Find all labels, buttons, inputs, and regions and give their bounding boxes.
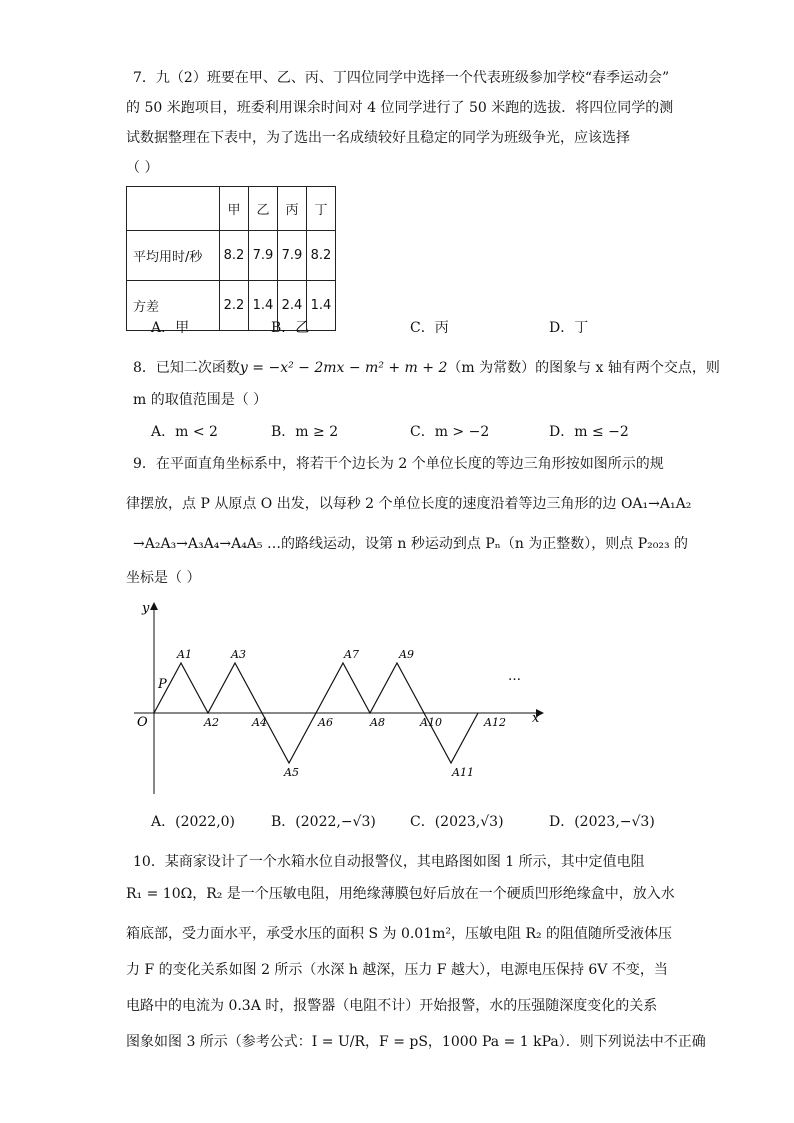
label-a12: A12 — [484, 716, 506, 729]
y-axis-arrow — [150, 602, 158, 610]
table-header-cell: 甲 — [220, 187, 249, 231]
q8-line-1 — [133, 358, 720, 378]
label-a9: A9 — [399, 648, 414, 661]
q10-line-1: 10．某商家设计了一个水箱水位自动报警仪，其电路图如图 1 所示，其中定值电阻 — [133, 854, 645, 870]
q9-line-2: 律摆放，点 P 从原点 O 出发，以每秒 2 个单位长度的速度沿着等边三角形的边 OA₁→A₁A₂ — [126, 496, 692, 512]
table-row — [127, 231, 336, 281]
q9-line-1: 9．在平面直角坐标系中，将若干个边长为 2 个单位长度的等边三角形按如图所示的规 — [133, 456, 664, 472]
q7-line-2: 的 50 米跑项目，班委利用课余时间对 4 位同学进行了 50 米跑的选拔．将四位同学的测 — [126, 100, 674, 116]
label-a11: A11 — [452, 766, 474, 779]
x-axis-label: x — [532, 711, 540, 726]
table-cell: 2.4 — [278, 281, 307, 331]
point-p-label: P — [158, 677, 167, 692]
table-header-cell: 丙 — [278, 187, 307, 231]
q8-formula: y = −x² − 2mx − m² + m + 2 — [239, 360, 448, 376]
table-cell: 7.9 — [249, 231, 278, 281]
q10-line-3: 箱底部，受力面水平，承受水压的面积 S 为 0.01m²，压敏电阻 R₂ 的阻值随所受液体压 — [126, 926, 673, 942]
q10-line-4: 力 F 的变化关系如图 2 所示（水深 h 越深，压力 F 越大），电源电压保持 6V 不变，当 — [126, 962, 668, 978]
y-axis-label: y — [142, 601, 150, 616]
table-header-cell: 乙 — [249, 187, 278, 231]
table-cell: 1.4 — [249, 281, 278, 331]
q7-option-d[interactable]: D．丁 — [549, 320, 589, 336]
q7-option-c[interactable]: C．丙 — [410, 320, 449, 336]
origin-label: O — [137, 715, 148, 730]
q9-option-a[interactable]: A．(2022,0) — [151, 814, 236, 830]
q8-option-c[interactable]: C．m > −2 — [410, 424, 490, 440]
q9-line-3: →A₂A₃→A₃A₄→A₄A₅ …的路线运动，设第 n 秒运动到点 Pₙ（n 为正整数），则点 P₂₀₂₃ 的 — [133, 536, 689, 552]
label-a7: A7 — [344, 648, 359, 661]
q8-line-2: m 的取值范围是（ ） — [133, 392, 268, 408]
table-header-cell: 丁 — [307, 187, 336, 231]
q10-line-5: 电路中的电流为 0.3A 时，报警器（电阻不计）开始报警，水的压强随深度变化的关系 — [126, 998, 658, 1014]
q8-mid: （m 为常数）的图象与 x 轴有两个交点，则 — [447, 360, 720, 376]
q8-prefix: 8．已知二次函数 — [133, 360, 240, 376]
table-header-cell — [127, 187, 220, 231]
q10-line-6: 图象如图 3 所示（参考公式：I = U/R，F = pS，1000 Pa = 1 kPa）．则下列说法中不正确 — [126, 1034, 706, 1050]
table-cell: 8.2 — [307, 231, 336, 281]
ellipsis: … — [508, 669, 521, 684]
q9-option-d[interactable]: D．(2023,−√3) — [549, 814, 655, 830]
table-cell: 7.9 — [278, 231, 307, 281]
label-a1: A1 — [177, 648, 192, 661]
table-cell: 2.2 — [220, 281, 249, 331]
label-a10: A10 — [420, 716, 442, 729]
q7-option-a[interactable]: A．甲 — [151, 320, 190, 336]
q8-option-b[interactable]: B．m ≥ 2 — [271, 424, 339, 440]
q9-option-c[interactable]: C．(2023,√3) — [410, 814, 504, 830]
table-cell: 平均用时/秒 — [127, 231, 220, 281]
q8-option-d[interactable]: D．m ≤ −2 — [549, 424, 629, 440]
label-a8: A8 — [370, 716, 385, 729]
q10-line-2: R₁ = 10Ω，R₂ 是一个压敏电阻，用绝缘薄膜包好后放在一个硬质凹形绝缘盒中，放入水 — [126, 886, 675, 902]
label-a4: A4 — [252, 716, 267, 729]
q9-line-4: 坐标是（ ） — [126, 570, 201, 586]
table-cell: 1.4 — [307, 281, 336, 331]
label-a5: A5 — [284, 766, 299, 779]
label-a6: A6 — [318, 716, 333, 729]
q7-option-b[interactable]: B．乙 — [271, 320, 310, 336]
label-a3: A3 — [231, 648, 246, 661]
table-cell: 8.2 — [220, 231, 249, 281]
label-a2: A2 — [204, 716, 219, 729]
q9-zigzag-graph — [120, 596, 560, 796]
table-cell: 方差 — [127, 281, 220, 331]
q7-line-1: 7．九（2）班要在甲、乙、丙、丁四位同学中选择一个代表班级参加学校“春季运动会” — [133, 70, 670, 86]
q7-answer-bracket: （ ） — [126, 160, 159, 176]
q7-line-3: 试数据整理在下表中，为了选出一名成绩较好且稳定的同学为班级争光，应该选择 — [126, 130, 630, 146]
q7-data-table — [126, 186, 336, 331]
q9-option-b[interactable]: B．(2022,−√3) — [271, 814, 376, 830]
q8-option-a[interactable]: A．m < 2 — [151, 424, 218, 440]
